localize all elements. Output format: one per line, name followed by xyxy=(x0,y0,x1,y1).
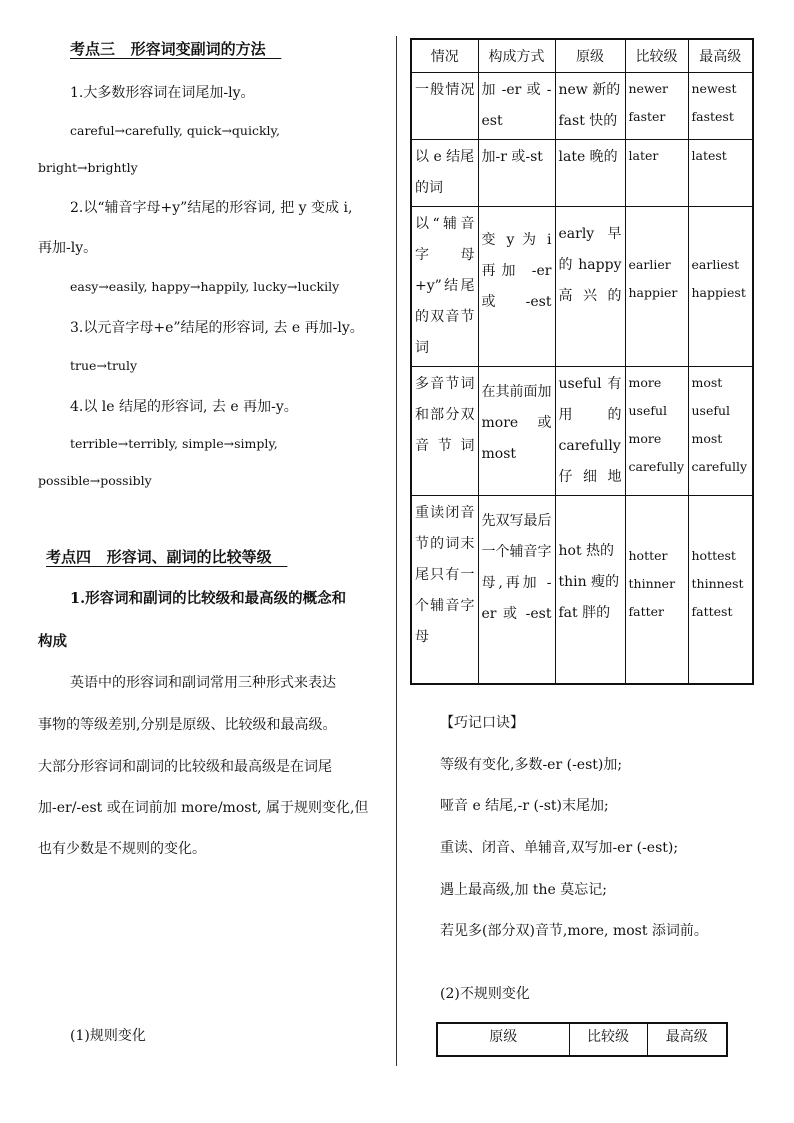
comparison-table xyxy=(410,38,754,685)
cell-case: 以 e 结尾的词 xyxy=(411,140,478,207)
cell-case: 一般情况 xyxy=(411,73,478,140)
irr-header-comparative: 比较级 xyxy=(569,1023,647,1056)
cell-method: 在其前面加 more 或 most xyxy=(478,367,555,496)
rule1-example-b: bright→brightly xyxy=(38,160,138,175)
irr-header-superlative: 最高级 xyxy=(647,1023,727,1056)
table-row xyxy=(411,73,753,140)
cell-method: 加-r 或-st xyxy=(478,140,555,207)
cell-case: 以“辅音字母+y”结尾的双音节词 xyxy=(411,207,478,367)
table-row xyxy=(411,367,753,496)
subsection1-title-a: 1.形容词和副词的比较级和最高级的概念和 xyxy=(70,590,347,607)
cell-superlative: latest xyxy=(688,140,753,207)
rule4-example-b: possible→possibly xyxy=(38,473,152,488)
table-row xyxy=(411,207,753,367)
cell-method: 变 y 为 i 再加 -er 或 -est xyxy=(478,207,555,367)
irregular-change-label: (2)不规则变化 xyxy=(440,986,530,1002)
regular-change-label: (1)规则变化 xyxy=(70,1028,146,1044)
table-row xyxy=(411,140,753,207)
cell-superlative: most useful most carefully xyxy=(688,367,753,496)
rule4-example-a: terrible→terribly, simple→simply, xyxy=(70,436,278,451)
rule2-text-b: 再加-ly。 xyxy=(38,240,98,256)
rule3-text: 3.以元音字母+e”结尾的形容词, 去 e 再加-ly。 xyxy=(70,320,364,336)
rule2-text-a: 2.以“辅音字母+y”结尾的形容词, 把 y 变成 i, xyxy=(70,200,353,216)
irregular-table xyxy=(436,1022,728,1057)
header-case: 情况 xyxy=(411,39,478,73)
header-base: 原级 xyxy=(555,39,625,73)
cell-base: late 晚的 xyxy=(555,140,625,207)
header-comparative: 比较级 xyxy=(625,39,688,73)
mnemonic-line-2: 哑音 e 结尾,-r (-st)末尾加; xyxy=(440,798,609,814)
paragraph-line-5: 也有少数是不规则的变化。 xyxy=(38,841,206,857)
cell-case: 多音节词和部分双音节词 xyxy=(411,367,478,496)
rule1-text: 1.大多数形容词在词尾加-ly。 xyxy=(70,85,255,101)
rule1-example-a: careful→carefully, quick→quickly, xyxy=(70,123,280,138)
cell-comparative: later xyxy=(625,140,688,207)
header-superlative: 最高级 xyxy=(688,39,753,73)
section4-title: 考点四 形容词、副词的比较等级 xyxy=(46,548,288,566)
paragraph-line-4: 加-er/-est 或在词前加 more/most, 属于规则变化,但 xyxy=(38,800,369,816)
cell-base: new 新的 fast 快的 xyxy=(555,73,625,140)
cell-base: early 早的 happy 高兴的 xyxy=(555,207,625,367)
cell-method: 先双写最后一个辅音字母,再加 -er 或 -est xyxy=(478,496,555,684)
cell-base: hot 热的 thin 瘦的 fat 胖的 xyxy=(555,496,625,684)
cell-base: useful 有用的 carefully 仔细地 xyxy=(555,367,625,496)
cell-comparative: newer faster xyxy=(625,73,688,140)
paragraph-line-3: 大部分形容词和副词的比较级和最高级是在词尾 xyxy=(38,759,332,775)
header-method: 构成方式 xyxy=(478,39,555,73)
column-divider xyxy=(396,36,397,1066)
rule3-example: true→truly xyxy=(70,358,138,373)
rule2-example: easy→easily, happy→happily, lucky→luckily xyxy=(70,279,340,294)
subsection1-title-b: 构成 xyxy=(38,633,67,650)
cell-comparative: more useful more carefully xyxy=(625,367,688,496)
cell-superlative: newest fastest xyxy=(688,73,753,140)
mnemonic-line-5: 若见多(部分双)音节,more, most 添词前。 xyxy=(440,923,708,939)
rule4-text: 4.以 le 结尾的形容词, 去 e 再加-y。 xyxy=(70,399,298,415)
mnemonic-line-3: 重读、闭音、单辅音,双写加-er (-est); xyxy=(440,840,679,856)
cell-comparative: earlier happier xyxy=(625,207,688,367)
cell-superlative: hottest thinnest fattest xyxy=(688,496,753,684)
paragraph-line-2: 事物的等级差别,分别是原级、比较级和最高级。 xyxy=(38,717,337,733)
section3-title: 考点三 形容词变副词的方法 xyxy=(70,40,282,58)
table-header-row xyxy=(411,39,753,73)
mnemonic-title: 【巧记口诀】 xyxy=(440,715,524,731)
irregular-header-row xyxy=(437,1023,727,1056)
cell-superlative: earliest happiest xyxy=(688,207,753,367)
mnemonic-line-1: 等级有变化,多数-er (-est)加; xyxy=(440,757,623,773)
cell-method: 加 -er 或 -est xyxy=(478,73,555,140)
irr-header-base: 原级 xyxy=(437,1023,569,1056)
cell-comparative: hotter thinner fatter xyxy=(625,496,688,684)
table-row xyxy=(411,496,753,684)
cell-case: 重读闭音节的词末尾只有一个辅音字母 xyxy=(411,496,478,684)
mnemonic-line-4: 遇上最高级,加 the 莫忘记; xyxy=(440,882,607,898)
paragraph-line-1: 英语中的形容词和副词常用三种形式来表达 xyxy=(70,675,336,691)
